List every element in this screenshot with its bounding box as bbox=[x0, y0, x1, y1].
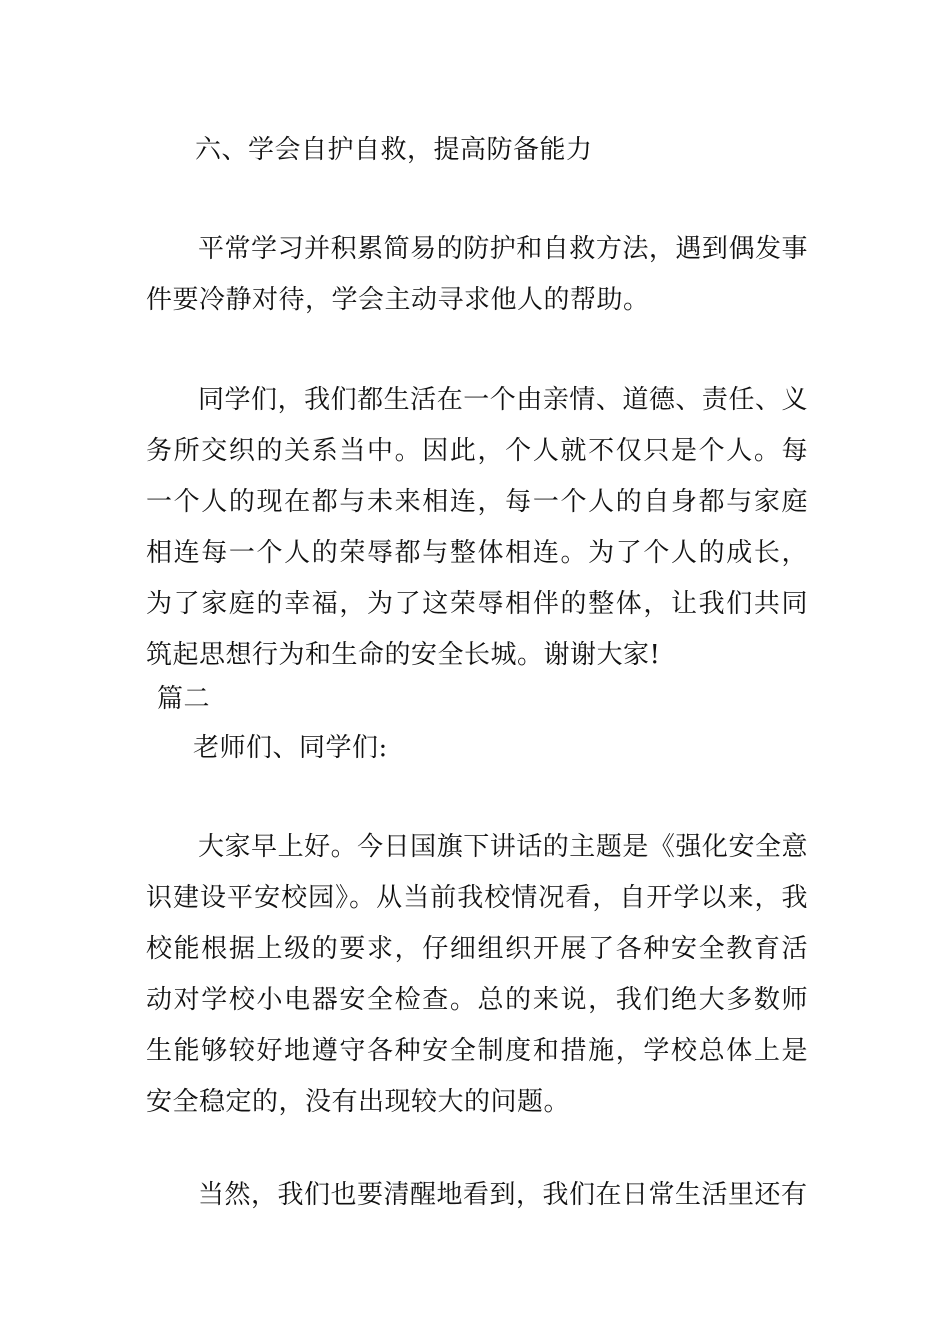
paragraph-self-rescue: 平常学习并积累简易的防护和自救方法，遇到偶发事件要冷静对待，学会主动寻求他人的帮助。 bbox=[146, 234, 808, 315]
part-two-label: 篇二 bbox=[157, 684, 211, 714]
paragraph-morning: 大家早上好。今日国旗下讲话的主题是《强化安全意识建设平安校园》。从当前我校情况看，自开学以来，我校能根据上级的要求，仔细组织开展了各种安全教育活动对学校小电器安全检查。总的来说，我们绝大多数师生能够较好地遵守各种安全制度和措施，学校总体上是安全稳定的，没有出现较大的问题。 bbox=[146, 832, 808, 1117]
section-heading: 六、学会自护自救，提高防备能力 bbox=[195, 135, 593, 165]
paragraph-classmates: 同学们，我们都生活在一个由亲情、道德、责任、义务所交织的关系当中。因此，个人就不仅只是个人。每一个人的现在都与未来相连，每一个人的自身都与家庭相连每一个人的荣辱都与整体相连。为了个人的成长，为了家庭的幸福，为了这荣辱相伴的整体，让我们共同筑起思想行为和生命的安全长城。谢谢大家! bbox=[146, 385, 808, 670]
paragraph-of-course: 当然，我们也要清醒地看到，我们在日常生活里还有 bbox=[198, 1180, 808, 1210]
greeting: 老师们、同学们: bbox=[193, 733, 388, 763]
